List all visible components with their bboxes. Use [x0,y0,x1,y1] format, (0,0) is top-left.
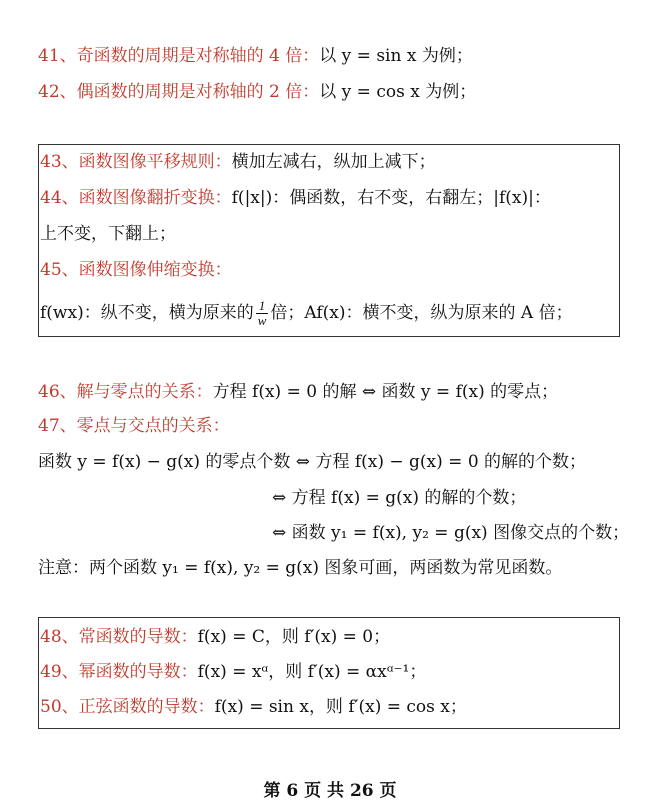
item-50-text: f(x) = sin x，则 f′(x) = cos x； [214,697,467,717]
item-50 [40,695,467,719]
item-47-line-3: ⇔ 函数 y₁ = f(x), y₂ = g(x) 图像交点的个数； [272,523,630,543]
item-49 [40,660,426,684]
item-48-label: 48、常函数的导数： [40,627,198,647]
item-45-text-b: 倍；Af(x)：横不变，纵为原来的 A 倍； [270,303,573,323]
item-43-label: 43、函数图像平移规则： [40,152,232,172]
item-45-label: 45、函数图像伸缩变换： [40,260,232,280]
page-footer: 第 6 页 共 26 页 [263,781,397,801]
item-50-label: 50、正弦函数的导数： [40,697,215,717]
fraction-numerator: 1 [256,299,269,314]
item-43-text: 横加左减右，纵加上减下； [231,152,436,172]
item-42 [38,80,476,104]
item-45-text-a: f(wx)：纵不变，横为原来的 [40,303,254,323]
item-48-text: f(x) = C，则 f′(x) = 0； [197,627,391,647]
item-46-text: 方程 f(x) = 0 的解 ⇔ 函数 y = f(x) 的零点； [212,382,559,402]
item-47-label: 47、零点与交点的关系： [38,416,230,436]
item-47-line-2: ⇔ 方程 f(x) = g(x) 的解的个数； [272,488,527,508]
item-47-note: 注意：两个函数 y₁ = f(x), y₂ = g(x) 图象可画，两函数为常见函数。 [38,558,563,578]
item-42-label: 42、偶函数的周期是对称轴的 2 倍： [38,82,320,102]
item-46-label: 46、解与零点的关系： [38,382,213,402]
item-41-label: 41、奇函数的周期是对称轴的 4 倍： [38,46,320,66]
item-43 [40,150,436,174]
item-44-cont [40,222,176,246]
item-41-text: 以 y = sin x 为例； [319,46,473,66]
item-48 [40,625,390,649]
item-44 [40,186,551,210]
item-44-text-2: 上不变，下翻上； [40,224,176,244]
item-44-text: f(|x|)：偶函数，右不变，右翻左；|f(x)|： [231,188,551,208]
item-47-line-1: 函数 y = f(x) − g(x) 的零点个数 ⇔ 方程 f(x) − g(x) = 0 的解的个数； [38,452,587,472]
item-41 [38,44,473,68]
item-45 [40,258,232,282]
item-49-text: f(x) = xᵅ，则 f′(x) = αxᵅ⁻¹； [197,662,427,682]
fraction-one-over-w [256,299,269,328]
item-45-body [40,297,573,329]
item-42-text: 以 y = cos x 为例； [319,82,477,102]
item-46 [38,380,558,404]
item-47 [38,414,230,438]
fraction-denominator: w [257,313,267,328]
item-44-label: 44、函数图像翻折变换： [40,188,232,208]
item-49-label: 49、幂函数的导数： [40,662,198,682]
